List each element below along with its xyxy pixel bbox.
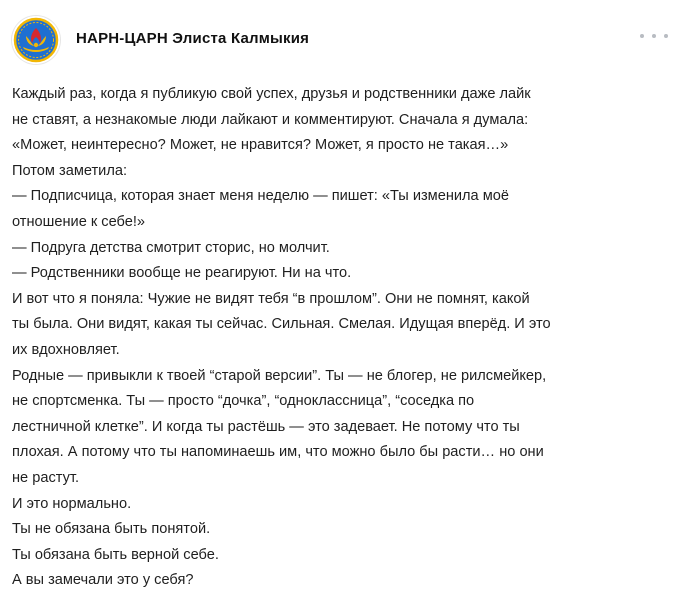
- post-text-line: А вы замечали это у себя?: [12, 572, 194, 589]
- post-text-line: не спортсменка. Ты — просто “дочка”, “одноклассница”, “соседка по: [12, 393, 475, 410]
- dot: [652, 34, 656, 38]
- post-text-line: И это нормально.: [12, 495, 132, 512]
- post-text-line: — Подруга детства смотрит сторис, но молчит.: [12, 239, 330, 256]
- post-text-line: «Может, неинтересно? Может, не нравится? Может, я просто не такая…»: [12, 137, 509, 154]
- post-header: [0, 0, 684, 80]
- kalmykia-emblem-icon: [12, 16, 60, 64]
- post-text: [12, 82, 676, 594]
- author-name[interactable]: НАРН-ЦАРН Элиста Калмыкия: [76, 30, 310, 47]
- post-text-line: — Родственники вообще не реагируют. Ни на что.: [12, 265, 352, 282]
- post-text-line: не ставят, а незнакомые люди лайкают и комментируют. Сначала я думала:: [12, 111, 529, 128]
- avatar[interactable]: [12, 16, 60, 64]
- post-text-line: Ты обязана быть верной себе.: [12, 546, 219, 563]
- post-text-line: Ты не обязана быть понятой.: [12, 521, 211, 538]
- dot: [664, 34, 668, 38]
- post-text-line: не растут.: [12, 469, 80, 486]
- post-text-line: плохая. А потому что ты напоминаешь им, что можно было бы расти… но они: [12, 444, 544, 461]
- dot: [640, 34, 644, 38]
- post-text-line: лестничной клетке”. И когда ты растёшь — это задевает. Не потому что ты: [12, 418, 520, 435]
- post-text-line: Родные — привыкли к твоей “старой версии”. Ты — не блогер, не рилсмейкер,: [12, 367, 547, 384]
- post-text-line: Потом заметила:: [12, 162, 128, 179]
- post-text-line: их вдохновляет.: [12, 341, 120, 358]
- post-text-line: отношение к себе!»: [12, 213, 146, 230]
- post-text-line: — Подписчица, которая знает меня неделю — пишет: «Ты изменила моё: [12, 188, 509, 205]
- post-text-line: И вот что я поняла: Чужие не видят тебя “в прошлом”. Они не помнят, какой: [12, 290, 530, 307]
- post-text-line: Каждый раз, когда я публикую свой успех, друзья и родственники даже лайк: [12, 86, 531, 102]
- more-dots-icon[interactable]: [640, 26, 668, 46]
- post-text-line: ты была. Они видят, какая ты сейчас. Сильная. Смелая. Идущая вперёд. И это: [12, 316, 551, 333]
